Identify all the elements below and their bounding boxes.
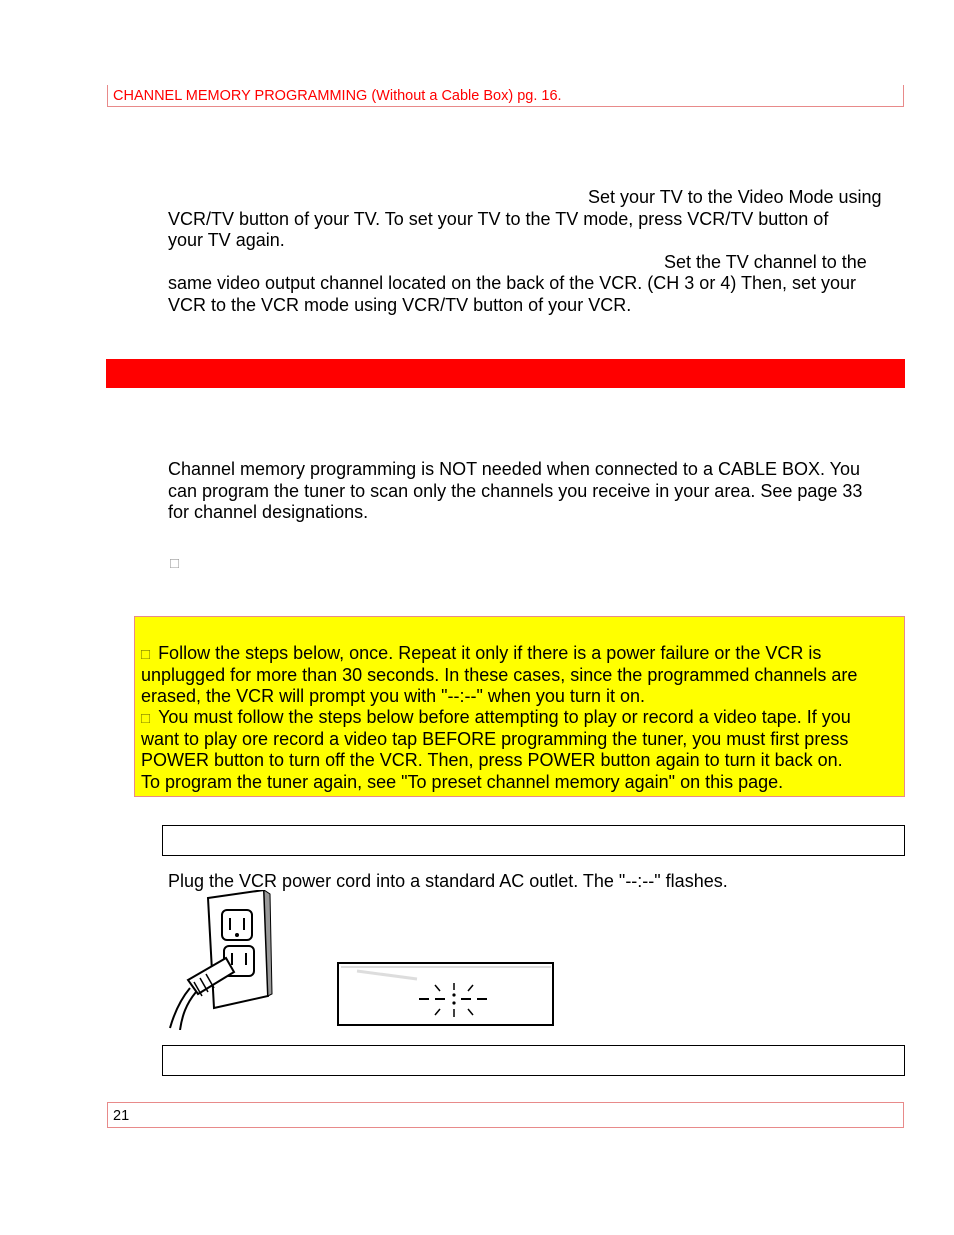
- footer-bar: [107, 1102, 904, 1128]
- note-line-5: want to play ore record a video tap BEFORE programming the tuner, you must first press: [141, 729, 849, 749]
- note-line-2: unplugged for more than 30 seconds. In these cases, since the programmed channels are: [141, 665, 858, 685]
- note-line-1: □ Follow the steps below, once. Repeat it only if there is a power failure or the VCR is: [141, 643, 822, 663]
- note-line-4: □ You must follow the steps below before attempting to play or record a video tape. If you: [141, 707, 851, 727]
- step-1-header-box: [162, 825, 905, 856]
- intro-line-6: VCR to the VCR mode using VCR/TV button of your VCR.: [168, 295, 632, 315]
- intro-line-4: Set the TV channel to the: [664, 252, 867, 272]
- note-bullet-icon: □: [141, 646, 151, 663]
- note-box: [134, 616, 905, 797]
- section-banner: [106, 359, 905, 388]
- note-line-3: erased, the VCR will prompt you with "--:--" when you turn it on.: [141, 686, 645, 706]
- header-bar: [107, 85, 904, 107]
- header-link[interactable]: CHANNEL MEMORY PROGRAMMING (Without a Cable Box) pg. 16.: [113, 88, 562, 104]
- checkbox-bullet-icon: □: [170, 555, 180, 572]
- intro-line-2: VCR/TV button of your TV. To set your TV to the TV mode, press VCR/TV button of: [168, 209, 829, 229]
- intro-line-3: your TV again.: [168, 230, 285, 250]
- note-bullet-icon: □: [141, 710, 151, 727]
- page-number: 21: [113, 1108, 130, 1124]
- note-line-7: To program the tuner again, see "To preset channel memory again" on this page.: [141, 772, 784, 792]
- intro-line-5: same video output channel located on the back of the VCR. (CH 3 or 4) Then, set your: [168, 273, 857, 293]
- section-line-3: for channel designations.: [168, 502, 369, 522]
- step-2-header-box: [162, 1045, 905, 1076]
- section-line-2: can program the tuner to scan only the channels you receive in your area. See page 33: [168, 481, 863, 501]
- intro-line-1: Set your TV to the Video Mode using: [588, 187, 882, 207]
- vcr-display-illustration: [337, 961, 555, 1029]
- section-line-1: Channel memory programming is NOT needed when connected to a CABLE BOX. You: [168, 459, 861, 479]
- note-line-6: POWER button to turn off the VCR. Then, press POWER button again to turn it back on.: [141, 750, 843, 770]
- step-1-text: Plug the VCR power cord into a standard AC outlet. The "--:--" flashes.: [168, 871, 728, 891]
- ac-outlet-plug-illustration: [168, 890, 278, 1030]
